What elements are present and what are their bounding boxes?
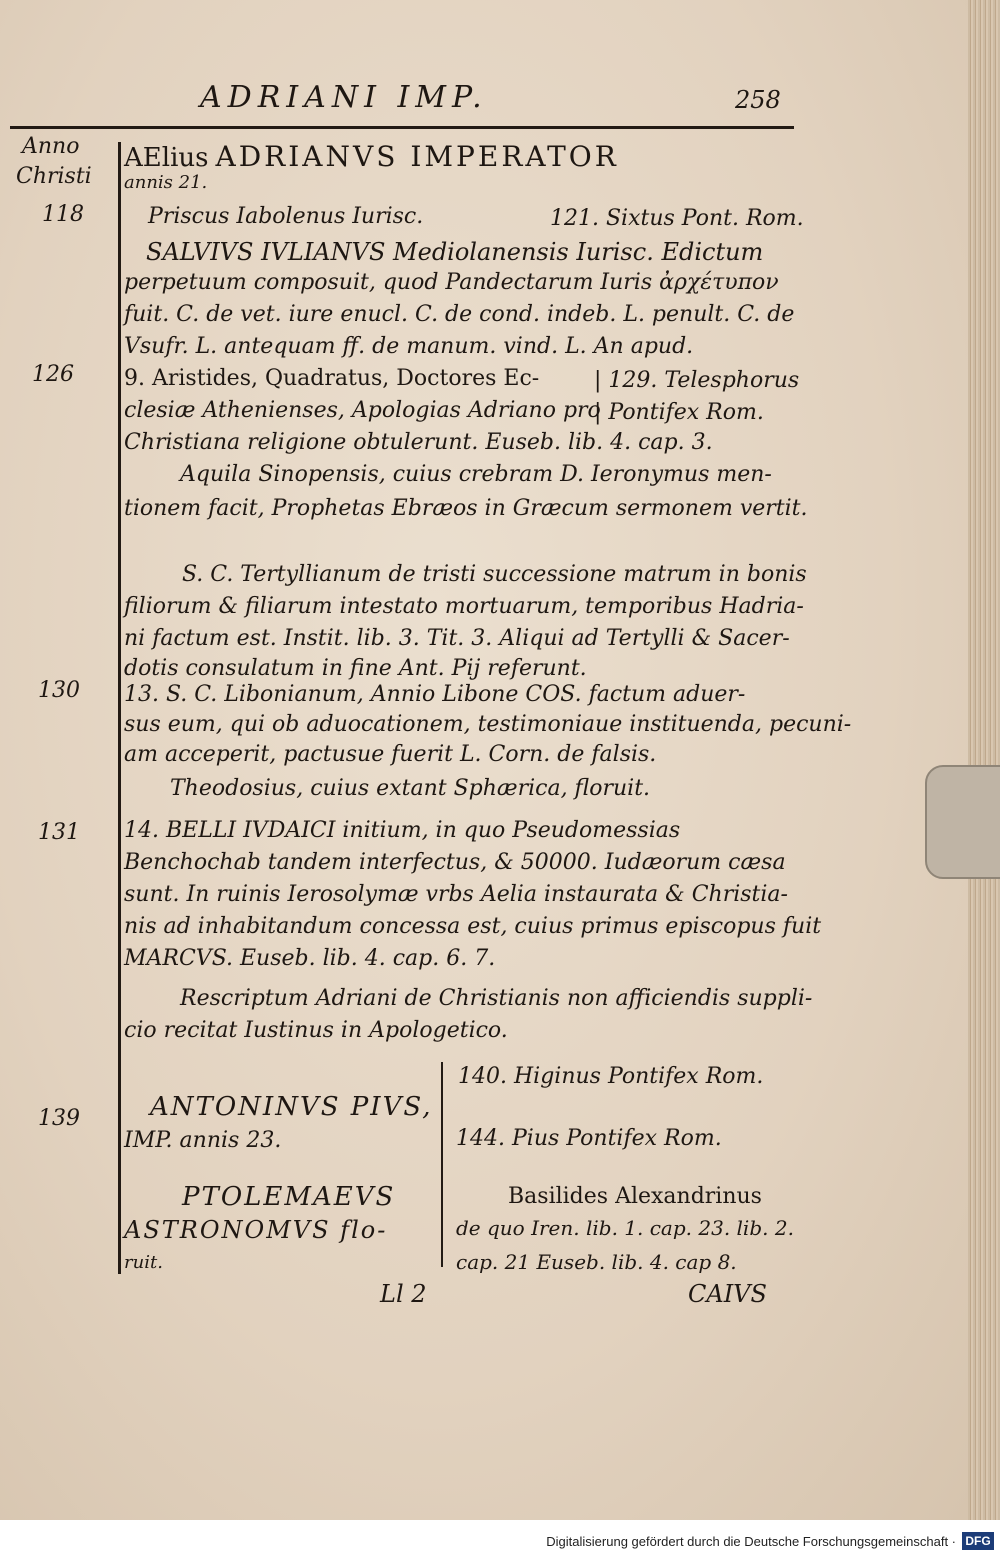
line-3a: Priscus Iabolenus Iurisc. — [148, 204, 424, 229]
left-col-antoninus: ANTONINVS PIVS, — [150, 1092, 433, 1122]
margin-christi: Christi — [16, 164, 92, 189]
line-8a: 9. Aristides, Quadratus, Doctores Ec- — [124, 366, 540, 391]
margin-rule — [118, 142, 121, 1274]
line-5: perpetuum composuit, quod Pandectarum Iuris ἀρχέτυπον — [124, 270, 779, 295]
line-4: SALVIVS IVLIANVS Mediolanensis Iurisc. Edictum — [146, 238, 764, 266]
line-21: 14. BELLI IVDAICI initium, in quo Pseudomessias — [124, 818, 681, 843]
margin-year-139: 139 — [38, 1106, 80, 1131]
line-26: Rescriptum Adriani de Christianis non afficiendis suppli- — [180, 986, 813, 1011]
line-23: sunt. In ruinis Ierosolymæ vrbs Aelia instaurata & Christia- — [124, 882, 788, 907]
line-16: dotis consulatum in fine Ant. Pij referunt. — [124, 656, 587, 681]
dfg-logo: DFG — [962, 1532, 994, 1550]
folio-number: 258 — [735, 86, 781, 114]
left-col-astronomus: ASTRONOMVS flo- — [124, 1216, 388, 1244]
line-25: MARCVS. Euseb. lib. 4. cap. 6. 7. — [124, 946, 496, 971]
line-14: filiorum & filiarum intestato mortuarum, temporibus Hadria- — [124, 594, 804, 619]
line-24: nis ad inhabitandum concessa est, cuius primus episcopus fuit — [124, 914, 822, 939]
running-title: ADRIANI IMP. — [200, 80, 488, 115]
right-col-iren: de quo Iren. lib. 1. cap. 23. lib. 2. — [456, 1216, 794, 1240]
heading-adrianus: ADRIANVS IMPERATOR — [215, 140, 619, 173]
signature-mark: Ll 2 — [380, 1280, 427, 1308]
line-6: fuit. C. de vet. iure enucl. C. de cond. indeb. L. penult. C. de — [124, 302, 795, 327]
right-col-pius: 144. Pius Pontifex Rom. — [456, 1126, 722, 1151]
line-17: 13. S. C. Libonianum, Annio Libone COS. factum aduer- — [124, 682, 746, 707]
line-12: tionem facit, Prophetas Ebræos in Græcum sermonem vertit. — [124, 496, 808, 521]
page-edges — [968, 0, 1000, 1520]
right-col-higinus: 140. Higinus Pontifex Rom. — [458, 1064, 764, 1089]
line-18: sus eum, qui ob aduocationem, testimoniaue instituenda, pecuni- — [124, 712, 852, 737]
header-rule — [10, 126, 794, 129]
line-13: S. C. Tertyllianum de tristi successione matrum in bonis — [182, 562, 807, 587]
margin-year-118: 118 — [42, 202, 84, 227]
line-15: ni factum est. Instit. lib. 3. Tit. 3. Aliqui ad Tertylli & Sacer- — [124, 626, 790, 651]
footer-bar — [0, 1520, 1000, 1564]
line-11: Aquila Sinopensis, cuius crebram D. Ieronymus men- — [180, 462, 772, 487]
text-aelius: AElius — [124, 143, 209, 173]
column-rule — [441, 1062, 443, 1267]
line-22: Benchochab tandem interfectus, & 50000. Iudæorum cæsa — [124, 850, 786, 875]
line-9a: clesiæ Athenienses, Apologias Adriano pro — [124, 398, 601, 423]
left-col-floruit: ruit. — [124, 1252, 163, 1273]
right-col-euseb: cap. 21 Euseb. lib. 4. cap 8. — [456, 1250, 737, 1274]
line-19: am acceperit, pactusue fuerit L. Corn. de falsis. — [124, 742, 657, 767]
footer-credit: Digitalisierung gefördert durch die Deutsche Forschungsgemeinschaft · — [546, 1534, 956, 1549]
margin-year-126: 126 — [32, 362, 74, 387]
left-col-imp: IMP. annis 23. — [124, 1128, 282, 1153]
margin-anno: Anno — [22, 134, 80, 159]
margin-year-131: 131 — [38, 820, 80, 845]
line-7: Vsufr. L. antequam ff. de manum. vind. L. An apud. — [124, 334, 694, 359]
margin-year-130: 130 — [38, 678, 80, 703]
line-1 — [124, 140, 619, 173]
catchword: CAIVS — [688, 1280, 767, 1308]
line-9b: | Pontifex Rom. — [594, 400, 764, 425]
line-27: cio recitat Iustinus in Apologetico. — [124, 1018, 508, 1043]
right-col-basilides: Basilides Alexandrinus — [508, 1184, 762, 1209]
book-clasp — [925, 765, 1000, 879]
left-col-ptolemaeus: PTOLEMAEVS — [182, 1182, 396, 1212]
line-3b: 121. Sixtus Pont. Rom. — [550, 206, 804, 231]
line-20: Theodosius, cuius extant Sphærica, floruit. — [170, 776, 651, 801]
line-10: Christiana religione obtulerunt. Euseb. lib. 4. cap. 3. — [124, 430, 713, 455]
line-8b: | 129. Telesphorus — [594, 368, 800, 393]
line-2: annis 21. — [124, 172, 208, 193]
